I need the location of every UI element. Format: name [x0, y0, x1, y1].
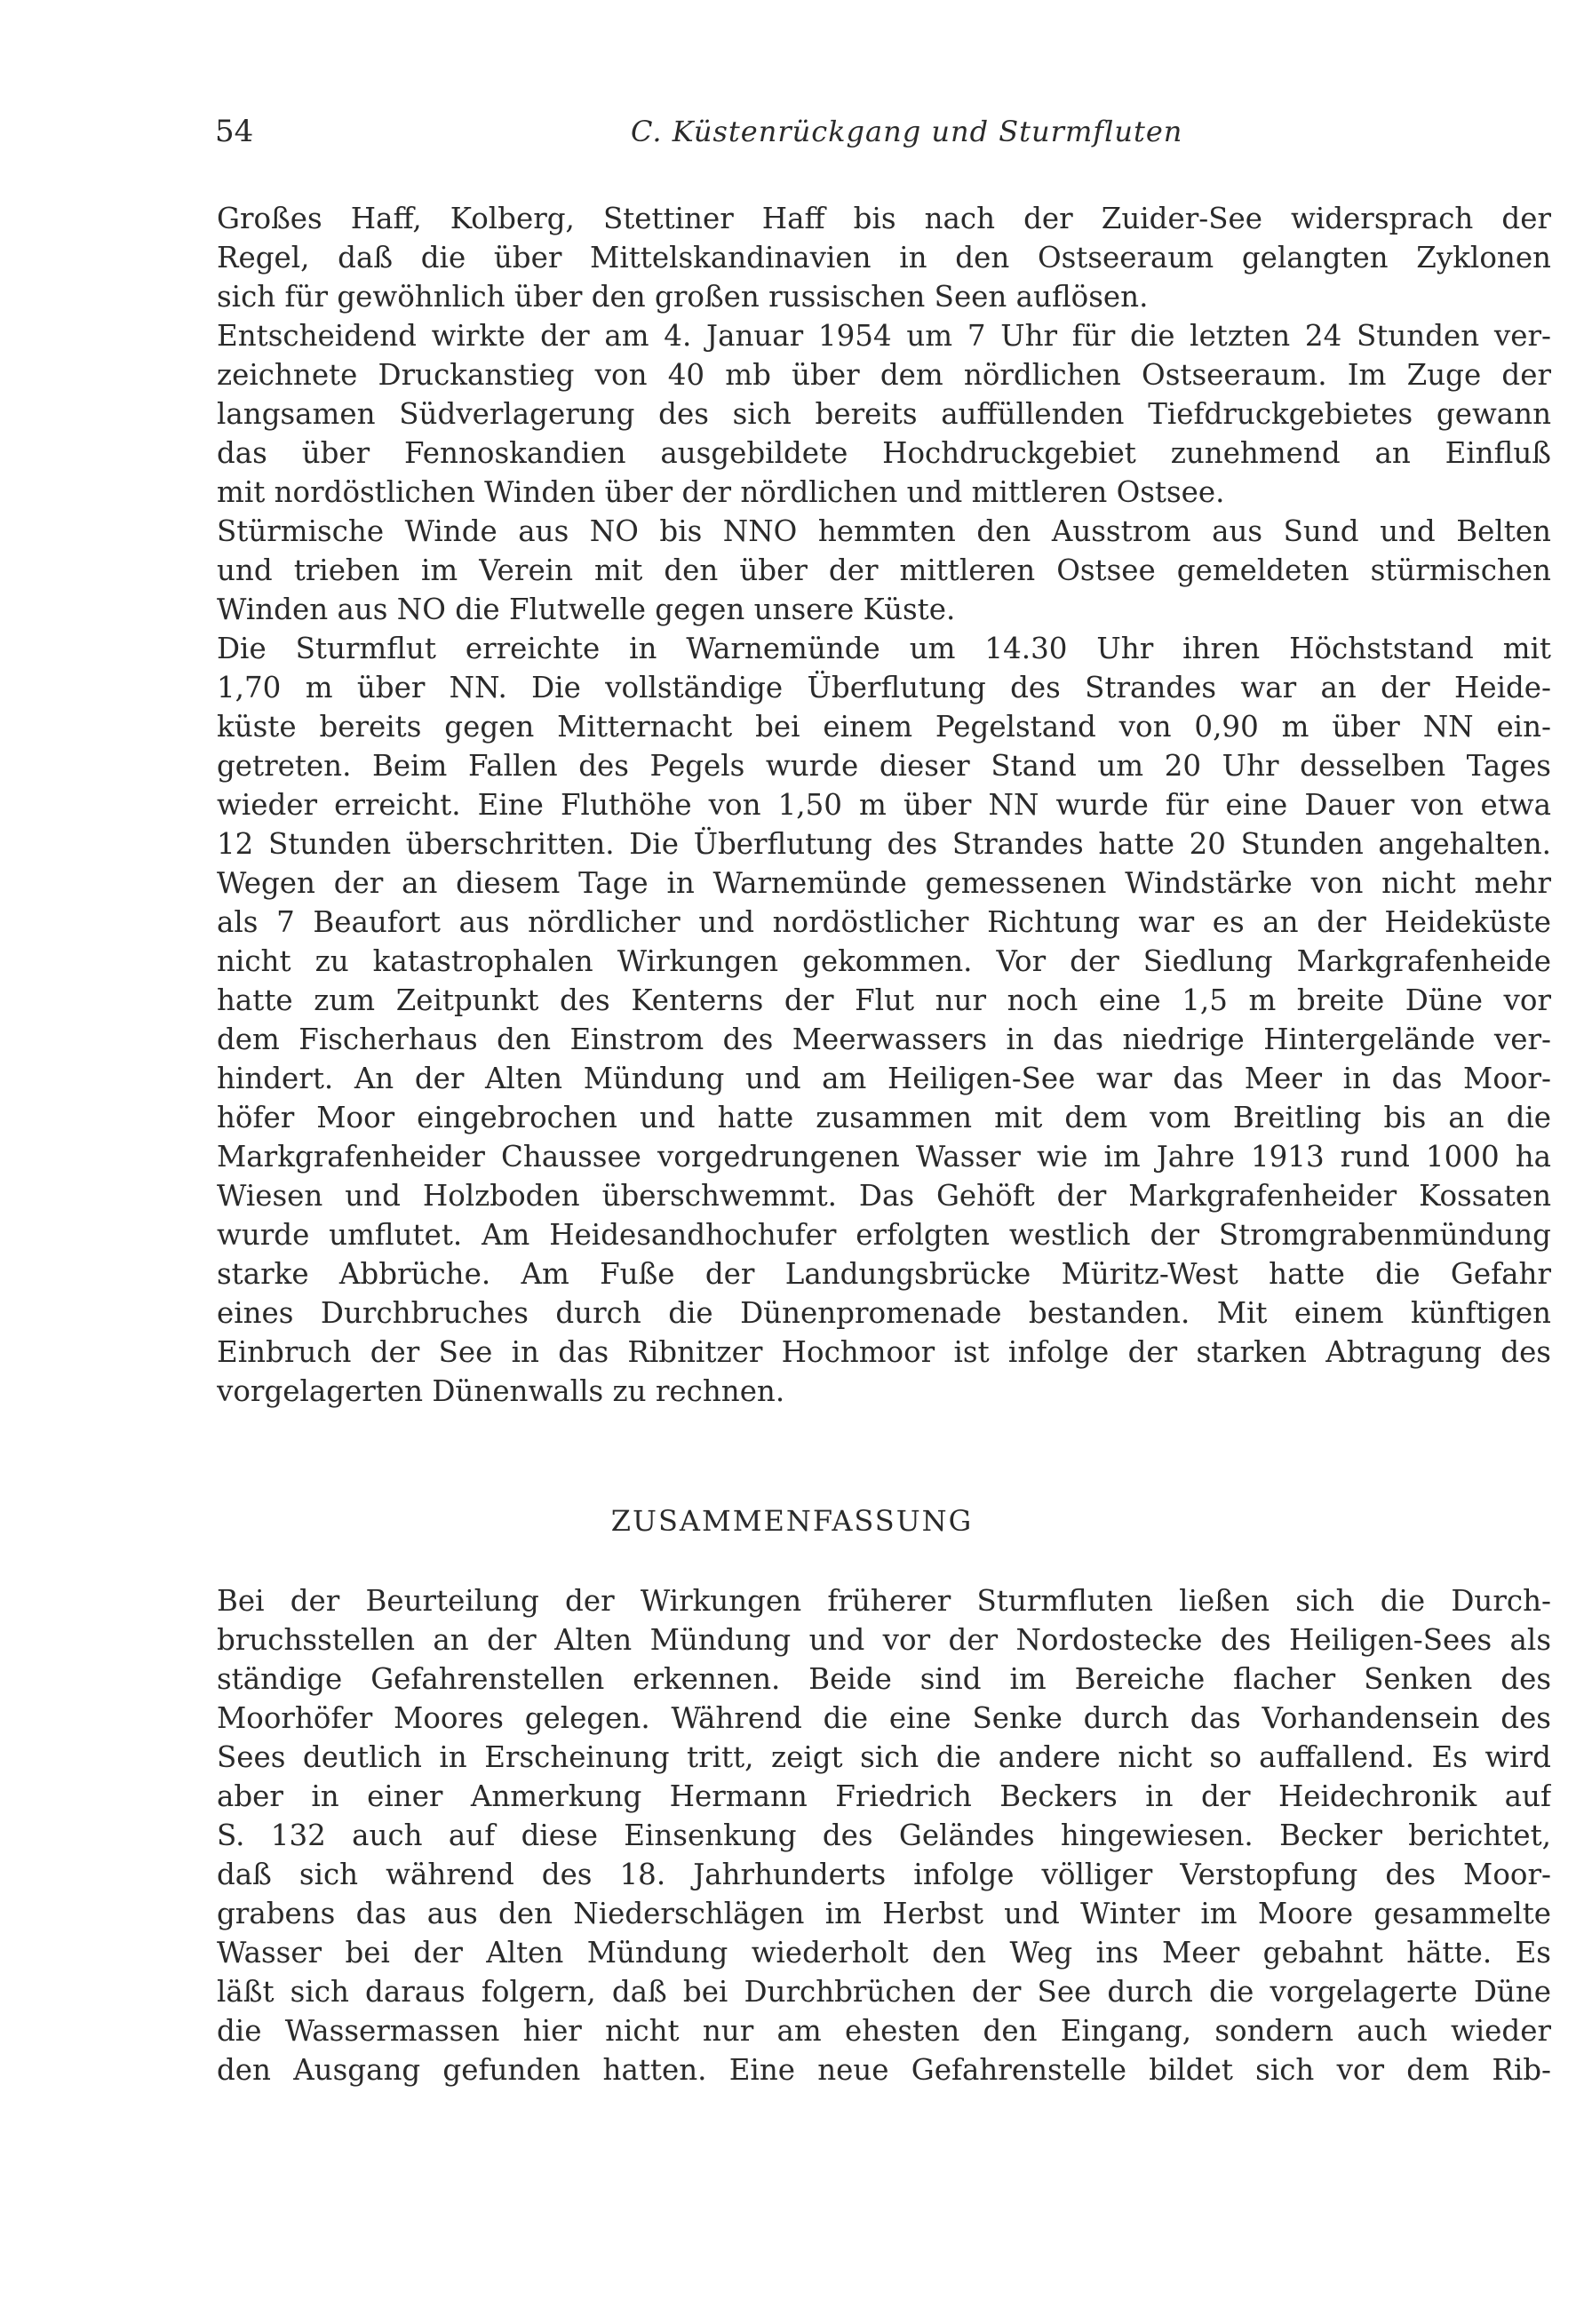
text-line: Wiesen und Holzboden überschwemmt. Das Gehöft der Markgrafenheider Kossaten	[217, 1179, 1551, 1213]
text-line: aber in einer Anmerkung Hermann Friedrich Beckers in der Heidechronik auf	[217, 1779, 1551, 1813]
text-line: das über Fennoskandien ausgebildete Hochdruckgebiet zunehmend an Einfluß	[217, 436, 1551, 470]
text-line: Regel, daß die über Mittelskandinavien in den Ostseeraum gelangten Zyklonen	[217, 241, 1551, 275]
page-number: 54	[215, 114, 254, 149]
text-line: eines Durchbruches durch die Dünenpromenade bestanden. Mit einem künftigen	[217, 1296, 1551, 1330]
text-line: wieder erreicht. Eine Fluthöhe von 1,50 m über NN wurde für eine Dauer von etwa	[217, 788, 1551, 822]
text-line: S. 132 auch auf diese Einsenkung des Geländes hingewiesen. Becker berichtet,	[217, 1819, 1551, 1852]
text-line: Großes Haff, Kolberg, Stettiner Haff bis nach der Zuider-See widersprach der	[217, 202, 1551, 235]
text-line: bruchsstellen an der Alten Mündung und vor der Nordostecke des Heiligen-Sees als	[217, 1623, 1551, 1657]
text-line: hindert. An der Alten Mündung und am Heiligen-See war das Meer in das Moor-	[217, 1062, 1551, 1095]
text-line: vorgelagerten Dünenwalls zu rechnen.	[217, 1374, 785, 1408]
text-line: nicht zu katastrophalen Wirkungen gekommen. Vor der Siedlung Markgrafenheide	[217, 944, 1551, 978]
text-line: langsamen Südverlagerung des sich bereits auffüllenden Tiefdruckgebietes gewann	[217, 397, 1551, 431]
section-heading: ZUSAMMENFASSUNG	[610, 1504, 974, 1538]
text-line: mit nordöstlichen Winden über der nördlichen und mittleren Ostsee.	[217, 475, 1225, 509]
text-line: sich für gewöhnlich über den großen russischen Seen auflösen.	[217, 280, 1149, 314]
text-line: Wasser bei der Alten Mündung wiederholt den Weg ins Meer gebahnt hätte. Es	[217, 1936, 1551, 1970]
text-line: starke Abbrüche. Am Fuße der Landungsbrücke Müritz-West hatte die Gefahr	[217, 1257, 1551, 1291]
body-text	[217, 199, 1551, 1411]
text-line: dem Fischerhaus den Einstrom des Meerwassers in das niedrige Hintergelände ver-	[217, 1023, 1551, 1056]
text-line: Wegen der an diesem Tage in Warnemünde gemessenen Windstärke von nicht mehr	[217, 866, 1551, 900]
text-line: Winden aus NO die Flutwelle gegen unsere Küste.	[217, 593, 956, 626]
text-line: Bei der Beurteilung der Wirkungen früherer Sturmfluten ließen sich die Durch-	[217, 1584, 1551, 1618]
text-line: ständige Gefahrenstellen erkennen. Beide sind im Bereiche flacher Senken des	[217, 1662, 1551, 1696]
text-line: 12 Stunden überschritten. Die Überflutung des Strandes hatte 20 Stunden angehalten.	[217, 827, 1551, 861]
text-line: zeichnete Druckanstieg von 40 mb über dem nördlichen Ostseeraum. Im Zuge der	[217, 358, 1551, 392]
text-line: Markgrafenheider Chaussee vorgedrungenen Wasser wie im Jahre 1913 rund 1000 ha	[217, 1140, 1551, 1174]
text-line: und trieben im Verein mit den über der mittleren Ostsee gemeldeten stürmischen	[217, 553, 1551, 587]
text-line: als 7 Beaufort aus nördlicher und nordöstlicher Richtung war es an der Heideküste	[217, 905, 1551, 939]
text-line: Entscheidend wirkte der am 4. Januar 1954 um 7 Uhr für die letzten 24 Stunden ver-	[217, 319, 1551, 353]
text-line: den Ausgang gefunden hatten. Eine neue Gefahrenstelle bildet sich vor dem Rib-	[217, 2053, 1551, 2087]
text-line: hatte zum Zeitpunkt des Kenterns der Flut nur noch eine 1,5 m breite Düne vor	[217, 983, 1551, 1017]
text-line: grabens das aus den Niederschlägen im Herbst und Winter im Moore gesammelte	[217, 1897, 1551, 1930]
text-line: Einbruch der See in das Ribnitzer Hochmoor ist infolge der starken Abtragung des	[217, 1335, 1551, 1369]
text-line: die Wassermassen hier nicht nur am ehesten den Eingang, sondern auch wieder	[217, 2014, 1551, 2048]
page-header	[215, 114, 1548, 167]
text-line: Die Sturmflut erreichte in Warnemünde um 14.30 Uhr ihren Höchststand mit	[217, 632, 1551, 665]
text-line: Stürmische Winde aus NO bis NNO hemmten den Ausstrom aus Sund und Belten	[217, 514, 1551, 548]
text-line: daß sich während des 18. Jahrhunderts infolge völliger Verstopfung des Moor-	[217, 1858, 1551, 1891]
text-line: läßt sich daraus folgern, daß bei Durchbrüchen der See durch die vorgelagerte Düne	[217, 1975, 1551, 2009]
text-line: getreten. Beim Fallen des Pegels wurde dieser Stand um 20 Uhr desselben Tages	[217, 749, 1551, 783]
text-line: Moorhöfer Moores gelegen. Während die eine Senke durch das Vorhandensein des	[217, 1701, 1551, 1735]
text-line: küste bereits gegen Mitternacht bei einem Pegelstand von 0,90 m über NN ein-	[217, 710, 1551, 744]
summary-text	[217, 1581, 1551, 2089]
text-line: höfer Moor eingebrochen und hatte zusammen mit dem vom Breitling bis an die	[217, 1101, 1551, 1134]
text-line: Sees deutlich in Erscheinung tritt, zeigt sich die andere nicht so auffallend. Es wird	[217, 1740, 1551, 1774]
text-line: 1,70 m über NN. Die vollständige Überflutung des Strandes war an der Heide-	[217, 671, 1551, 704]
text-line: wurde umflutet. Am Heidesandhochufer erfolgten westlich der Stromgrabenmündung	[217, 1218, 1551, 1252]
running-head: C. Küstenrückgang und Sturmfluten	[631, 115, 1183, 148]
